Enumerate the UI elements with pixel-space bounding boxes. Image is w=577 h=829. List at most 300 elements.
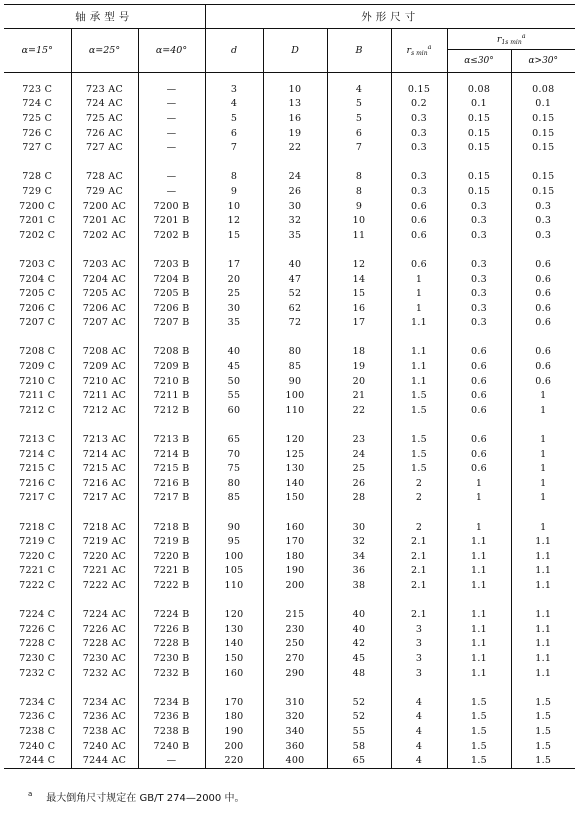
cell-chamfer-r1-le-30: 0.3	[447, 257, 511, 272]
table-row	[4, 476, 575, 491]
table-row	[4, 97, 575, 112]
table-row	[4, 447, 575, 462]
spacer-cell	[205, 680, 263, 695]
cell-model-alpha-15: 7208 C	[4, 345, 71, 360]
cell-bore-d: 6	[205, 126, 263, 141]
cell-model-alpha-25: 7224 AC	[71, 607, 138, 622]
table-row	[4, 710, 575, 725]
cell-chamfer-r1-gt-30: 0.6	[535, 361, 552, 373]
cell-bore-d: 25	[205, 286, 263, 301]
cell-model-alpha-40: 7205 B	[138, 286, 205, 301]
cell-chamfer-r1-le-30: 1.1	[447, 534, 511, 549]
table-row	[4, 228, 575, 243]
table-row	[4, 170, 575, 185]
cell-model-alpha-15: 7212 C	[4, 403, 71, 418]
table-row	[4, 213, 575, 228]
spacer-cell	[138, 418, 205, 433]
cell-chamfer-r1-gt-30: 1.1	[535, 609, 552, 621]
cell-model-alpha-15: 7238 C	[4, 724, 71, 739]
cell-model-alpha-25: 7213 AC	[71, 432, 138, 447]
cell-bore-d: 85	[205, 491, 263, 506]
spacer-cell	[263, 73, 327, 83]
cell-width-B: 18	[327, 345, 391, 360]
table-row	[4, 374, 575, 389]
cell-chamfer-rs-min: 2.1	[391, 607, 447, 622]
spacer-cell	[4, 680, 71, 695]
cell-chamfer-r1-le-30: 1.1	[447, 578, 511, 593]
spacer-cell	[4, 418, 71, 433]
spacer-cell	[511, 73, 575, 83]
cell-model-alpha-40: —	[138, 82, 205, 97]
cell-bore-d: 12	[205, 213, 263, 228]
spacer-cell	[263, 418, 327, 433]
cell-outer-D: 90	[263, 374, 327, 389]
cell-outer-D: 250	[263, 637, 327, 652]
cell-bore-d: 105	[205, 564, 263, 579]
table-row	[4, 111, 575, 126]
spacer-cell	[391, 73, 447, 83]
header-bearing-model: 轴承型号	[4, 5, 205, 29]
cell-width-B: 28	[327, 491, 391, 506]
cell-model-alpha-25: 7209 AC	[71, 359, 138, 374]
spacer-cell	[391, 330, 447, 345]
cell-model-alpha-25: 7244 AC	[71, 753, 138, 768]
cell-width-B: 5	[327, 111, 391, 126]
cell-outer-D: 24	[263, 170, 327, 185]
cell-chamfer-rs-min: 1.5	[391, 388, 447, 403]
cell-outer-D: 140	[263, 476, 327, 491]
cell-model-alpha-25: 723 AC	[71, 82, 138, 97]
cell-model-alpha-40: 7228 B	[138, 637, 205, 652]
cell-model-alpha-40: —	[138, 184, 205, 199]
cell-model-alpha-40: —	[138, 140, 205, 155]
cell-chamfer-r1-le-30: 0.6	[447, 461, 511, 476]
cell-model-alpha-25: 7208 AC	[71, 345, 138, 360]
spacer-cell	[263, 680, 327, 695]
spacer-cell	[205, 505, 263, 520]
cell-model-alpha-25: 7230 AC	[71, 651, 138, 666]
cell-bore-d: 60	[205, 403, 263, 418]
cell-model-alpha-15: 7244 C	[4, 753, 71, 768]
cell-bore-d: 7	[205, 140, 263, 155]
cell-bore-d: 9	[205, 184, 263, 199]
cell-chamfer-rs-min: 1.5	[391, 461, 447, 476]
spacer-cell	[511, 593, 575, 608]
cell-outer-D: 10	[263, 82, 327, 97]
cell-outer-D: 80	[263, 345, 327, 360]
cell-chamfer-r1-gt-30: 0.6	[535, 375, 552, 387]
cell-width-B: 42	[327, 637, 391, 652]
cell-model-alpha-15: 7200 C	[4, 199, 71, 214]
spacer-cell	[447, 680, 511, 695]
group-spacer	[4, 73, 575, 83]
cell-bore-d: 3	[205, 82, 263, 97]
cell-width-B: 17	[327, 316, 391, 331]
cell-width-B: 30	[327, 520, 391, 535]
cell-chamfer-r1-le-30: 1.1	[447, 549, 511, 564]
cell-model-alpha-15: 7210 C	[4, 374, 71, 389]
cell-model-alpha-15: 7230 C	[4, 651, 71, 666]
cell-model-alpha-15: 7211 C	[4, 388, 71, 403]
cell-model-alpha-15: 7219 C	[4, 534, 71, 549]
spacer-cell	[447, 155, 511, 170]
cell-model-alpha-15: 7228 C	[4, 637, 71, 652]
cell-chamfer-r1-gt-30: 1	[540, 521, 547, 533]
cell-width-B: 40	[327, 622, 391, 637]
cell-model-alpha-40: 7220 B	[138, 549, 205, 564]
header-outer-dimensions: 外形尺寸	[205, 5, 575, 29]
cell-outer-D: 13	[263, 97, 327, 112]
cell-chamfer-rs-min: 0.6	[391, 199, 447, 214]
spacer-cell	[4, 155, 71, 170]
spacer-cell	[4, 73, 71, 83]
group-spacer	[4, 330, 575, 345]
cell-model-alpha-15: 724 C	[4, 97, 71, 112]
cell-chamfer-rs-min: 2.1	[391, 534, 447, 549]
spacer-cell	[263, 330, 327, 345]
cell-chamfer-rs-min: 0.6	[391, 213, 447, 228]
spacer-cell	[511, 505, 575, 520]
spacer-cell	[327, 73, 391, 83]
cell-chamfer-r1-le-30: 0.3	[447, 316, 511, 331]
cell-width-B: 52	[327, 695, 391, 710]
group-spacer	[4, 243, 575, 258]
cell-chamfer-rs-min: 0.3	[391, 111, 447, 126]
cell-outer-D: 26	[263, 184, 327, 199]
cell-width-B: 34	[327, 549, 391, 564]
cell-width-B: 8	[327, 170, 391, 185]
cell-model-alpha-40: 7208 B	[138, 345, 205, 360]
spacer-cell	[327, 593, 391, 608]
table-row	[4, 534, 575, 549]
cell-model-alpha-25: 7228 AC	[71, 637, 138, 652]
cell-width-B: 22	[327, 403, 391, 418]
cell-bore-d: 10	[205, 199, 263, 214]
cell-outer-D: 270	[263, 651, 327, 666]
header-rs-base: r	[406, 45, 412, 56]
cell-model-alpha-15: 7203 C	[4, 257, 71, 272]
spacer-cell	[391, 593, 447, 608]
table-row	[4, 184, 575, 199]
header-r1-mark: a	[521, 31, 526, 40]
cell-chamfer-r1-gt-30: 0.08	[532, 83, 555, 95]
cell-chamfer-r1-le-30: 0.6	[447, 359, 511, 374]
cell-chamfer-rs-min: 1.1	[391, 359, 447, 374]
cell-bore-d: 190	[205, 724, 263, 739]
table-row	[4, 491, 575, 506]
cell-chamfer-rs-min: 0.15	[391, 82, 447, 97]
cell-outer-D: 160	[263, 520, 327, 535]
cell-chamfer-rs-min: 3	[391, 651, 447, 666]
cell-outer-D: 215	[263, 607, 327, 622]
cell-chamfer-r1-gt-30: 0.15	[532, 171, 555, 183]
cell-outer-D: 130	[263, 461, 327, 476]
cell-model-alpha-25: 7210 AC	[71, 374, 138, 389]
cell-outer-D: 110	[263, 403, 327, 418]
spacer-cell	[391, 418, 447, 433]
cell-outer-D: 72	[263, 316, 327, 331]
table-row	[4, 753, 575, 768]
cell-chamfer-r1-gt-30: 0.6	[535, 258, 552, 270]
cell-outer-D: 100	[263, 388, 327, 403]
cell-chamfer-r1-le-30: 0.3	[447, 272, 511, 287]
cell-outer-D: 16	[263, 111, 327, 126]
spacer-cell	[4, 505, 71, 520]
cell-chamfer-r1-le-30: 1.5	[447, 724, 511, 739]
cell-width-B: 12	[327, 257, 391, 272]
cell-model-alpha-40: 7210 B	[138, 374, 205, 389]
spacer-cell	[138, 73, 205, 83]
cell-chamfer-r1-le-30: 0.15	[447, 170, 511, 185]
cell-model-alpha-25: 724 AC	[71, 97, 138, 112]
cell-model-alpha-25: 728 AC	[71, 170, 138, 185]
cell-model-alpha-15: 723 C	[4, 82, 71, 97]
cell-chamfer-r1-gt-30: 1	[540, 448, 547, 460]
cell-chamfer-r1-gt-30: 1	[540, 463, 547, 475]
cell-chamfer-r1-gt-30: 1	[540, 492, 547, 504]
cell-bore-d: 17	[205, 257, 263, 272]
table-row	[4, 316, 575, 331]
spacer-cell	[205, 243, 263, 258]
cell-model-alpha-25: 7226 AC	[71, 622, 138, 637]
cell-bore-d: 200	[205, 739, 263, 754]
cell-model-alpha-40: 7236 B	[138, 710, 205, 725]
cell-bore-d: 150	[205, 651, 263, 666]
cell-width-B: 45	[327, 651, 391, 666]
cell-bore-d: 20	[205, 272, 263, 287]
header-rs-min	[391, 29, 447, 73]
spacer-cell	[138, 155, 205, 170]
cell-model-alpha-40: 7226 B	[138, 622, 205, 637]
table-row	[4, 607, 575, 622]
cell-width-B: 7	[327, 140, 391, 155]
cell-width-B: 26	[327, 476, 391, 491]
spacer-cell	[511, 330, 575, 345]
table-row	[4, 666, 575, 681]
cell-width-B: 20	[327, 374, 391, 389]
cell-model-alpha-15: 7213 C	[4, 432, 71, 447]
cell-chamfer-rs-min: 0.2	[391, 97, 447, 112]
table-row	[4, 140, 575, 155]
cell-chamfer-r1-gt-30: 1.5	[535, 740, 552, 752]
cell-model-alpha-15: 728 C	[4, 170, 71, 185]
cell-bore-d: 30	[205, 301, 263, 316]
cell-chamfer-rs-min: 0.6	[391, 228, 447, 243]
header-alpha-15: α=15°	[4, 29, 71, 73]
cell-chamfer-rs-min: 0.3	[391, 126, 447, 141]
spacer-cell	[205, 155, 263, 170]
cell-chamfer-rs-min: 2	[391, 491, 447, 506]
cell-width-B: 52	[327, 710, 391, 725]
header-alpha-40: α=40°	[138, 29, 205, 73]
cell-chamfer-r1-le-30: 1.1	[447, 622, 511, 637]
cell-chamfer-r1-gt-30: 0.15	[532, 112, 555, 124]
cell-model-alpha-25: 725 AC	[71, 111, 138, 126]
cell-outer-D: 22	[263, 140, 327, 155]
cell-outer-D: 120	[263, 432, 327, 447]
cell-model-alpha-25: 7240 AC	[71, 739, 138, 754]
cell-chamfer-rs-min: 4	[391, 753, 447, 768]
table-row	[4, 301, 575, 316]
spacer-cell	[205, 73, 263, 83]
spacer-cell	[205, 593, 263, 608]
spacer-cell	[4, 330, 71, 345]
group-spacer	[4, 680, 575, 695]
cell-outer-D: 340	[263, 724, 327, 739]
cell-outer-D: 32	[263, 213, 327, 228]
cell-outer-D: 30	[263, 199, 327, 214]
cell-outer-D: 19	[263, 126, 327, 141]
cell-model-alpha-40: 7240 B	[138, 739, 205, 754]
spacer-cell	[447, 505, 511, 520]
cell-model-alpha-40: 7216 B	[138, 476, 205, 491]
cell-outer-D: 200	[263, 578, 327, 593]
cell-chamfer-r1-le-30: 1	[447, 476, 511, 491]
table-row	[4, 126, 575, 141]
cell-width-B: 65	[327, 753, 391, 768]
cell-model-alpha-40: 7219 B	[138, 534, 205, 549]
cell-model-alpha-15: 7218 C	[4, 520, 71, 535]
cell-width-B: 32	[327, 534, 391, 549]
cell-model-alpha-25: 7238 AC	[71, 724, 138, 739]
cell-model-alpha-40: 7222 B	[138, 578, 205, 593]
cell-chamfer-r1-le-30: 1.5	[447, 739, 511, 754]
cell-model-alpha-40: 7221 B	[138, 564, 205, 579]
cell-model-alpha-15: 7215 C	[4, 461, 71, 476]
cell-model-alpha-25: 7201 AC	[71, 213, 138, 228]
cell-bore-d: 160	[205, 666, 263, 681]
cell-model-alpha-40: —	[138, 170, 205, 185]
cell-bore-d: 180	[205, 710, 263, 725]
table-row	[4, 549, 575, 564]
spacer-cell	[71, 505, 138, 520]
spacer-cell	[263, 243, 327, 258]
cell-model-alpha-15: 7217 C	[4, 491, 71, 506]
spacer-cell	[205, 330, 263, 345]
cell-model-alpha-25: 7234 AC	[71, 695, 138, 710]
table-row	[4, 520, 575, 535]
cell-model-alpha-40: 7204 B	[138, 272, 205, 287]
cell-chamfer-r1-gt-30: 0.6	[535, 273, 552, 285]
spacer-cell	[511, 680, 575, 695]
spacer-cell	[391, 243, 447, 258]
cell-model-alpha-15: 729 C	[4, 184, 71, 199]
cell-chamfer-rs-min: 2.1	[391, 578, 447, 593]
cell-chamfer-rs-min: 1.5	[391, 447, 447, 462]
cell-width-B: 16	[327, 301, 391, 316]
cell-model-alpha-15: 7202 C	[4, 228, 71, 243]
cell-chamfer-rs-min: 0.3	[391, 140, 447, 155]
cell-model-alpha-15: 7204 C	[4, 272, 71, 287]
cell-chamfer-r1-le-30: 1.1	[447, 607, 511, 622]
group-spacer	[4, 418, 575, 433]
table-row	[4, 564, 575, 579]
cell-model-alpha-25: 7221 AC	[71, 564, 138, 579]
cell-model-alpha-25: 7207 AC	[71, 316, 138, 331]
cell-model-alpha-40: 7234 B	[138, 695, 205, 710]
cell-model-alpha-40: 7212 B	[138, 403, 205, 418]
cell-model-alpha-15: 7220 C	[4, 549, 71, 564]
cell-bore-d: 15	[205, 228, 263, 243]
table-row	[4, 622, 575, 637]
cell-model-alpha-25: 729 AC	[71, 184, 138, 199]
spacer-cell	[327, 243, 391, 258]
cell-width-B: 23	[327, 432, 391, 447]
cell-chamfer-r1-gt-30: 1.1	[535, 638, 552, 650]
cell-bore-d: 170	[205, 695, 263, 710]
table-row	[4, 651, 575, 666]
table-row	[4, 359, 575, 374]
cell-bore-d: 110	[205, 578, 263, 593]
cell-chamfer-rs-min: 1	[391, 286, 447, 301]
cell-bore-d: 90	[205, 520, 263, 535]
cell-bore-d: 50	[205, 374, 263, 389]
spacer-cell	[511, 243, 575, 258]
cell-chamfer-r1-gt-30: 1.1	[535, 536, 552, 548]
spacer-cell	[138, 593, 205, 608]
cell-chamfer-r1-le-30: 1.1	[447, 651, 511, 666]
cell-width-B: 10	[327, 213, 391, 228]
table-row	[4, 724, 575, 739]
cell-chamfer-r1-le-30: 0.6	[447, 432, 511, 447]
header-rs-sub: s min	[411, 50, 428, 57]
footnote-text: 最大倒角尺寸规定在 GB/T 274—2000 中。	[46, 793, 245, 804]
cell-bore-d: 100	[205, 549, 263, 564]
cell-bore-d: 75	[205, 461, 263, 476]
cell-outer-D: 170	[263, 534, 327, 549]
cell-model-alpha-40: 7203 B	[138, 257, 205, 272]
header-d: d	[205, 29, 263, 73]
spacer-cell	[447, 418, 511, 433]
table-row	[4, 578, 575, 593]
cell-bore-d: 130	[205, 622, 263, 637]
spacer-cell	[263, 505, 327, 520]
cell-chamfer-rs-min: 2.1	[391, 564, 447, 579]
cell-model-alpha-25: 7219 AC	[71, 534, 138, 549]
header-r1-alpha-le-30: α≤30°	[447, 50, 511, 73]
cell-chamfer-r1-le-30: 0.3	[447, 213, 511, 228]
cell-model-alpha-15: 7240 C	[4, 739, 71, 754]
cell-bore-d: 120	[205, 607, 263, 622]
cell-chamfer-r1-le-30: 1.1	[447, 637, 511, 652]
cell-chamfer-r1-gt-30: 1.1	[535, 652, 552, 664]
spacer-cell	[138, 330, 205, 345]
cell-chamfer-r1-gt-30: 1.1	[535, 667, 552, 679]
cell-model-alpha-15: 7205 C	[4, 286, 71, 301]
cell-chamfer-r1-le-30: 1	[447, 520, 511, 535]
header-row-columns	[4, 29, 575, 50]
cell-model-alpha-15: 7232 C	[4, 666, 71, 681]
cell-chamfer-r1-gt-30: 1	[540, 477, 547, 489]
cell-model-alpha-15: 7221 C	[4, 564, 71, 579]
cell-outer-D: 47	[263, 272, 327, 287]
spacer-cell	[447, 593, 511, 608]
cell-model-alpha-15: 7216 C	[4, 476, 71, 491]
cell-chamfer-rs-min: 1.1	[391, 345, 447, 360]
cell-width-B: 9	[327, 199, 391, 214]
cell-outer-D: 400	[263, 753, 327, 768]
spacer-cell	[511, 155, 575, 170]
cell-bore-d: 40	[205, 345, 263, 360]
cell-outer-D: 190	[263, 564, 327, 579]
cell-model-alpha-40: 7207 B	[138, 316, 205, 331]
cell-outer-D: 52	[263, 286, 327, 301]
cell-chamfer-r1-le-30: 0.6	[447, 374, 511, 389]
spacer-cell	[4, 243, 71, 258]
cell-model-alpha-40: 7214 B	[138, 447, 205, 462]
cell-model-alpha-15: 7206 C	[4, 301, 71, 316]
group-spacer	[4, 505, 575, 520]
